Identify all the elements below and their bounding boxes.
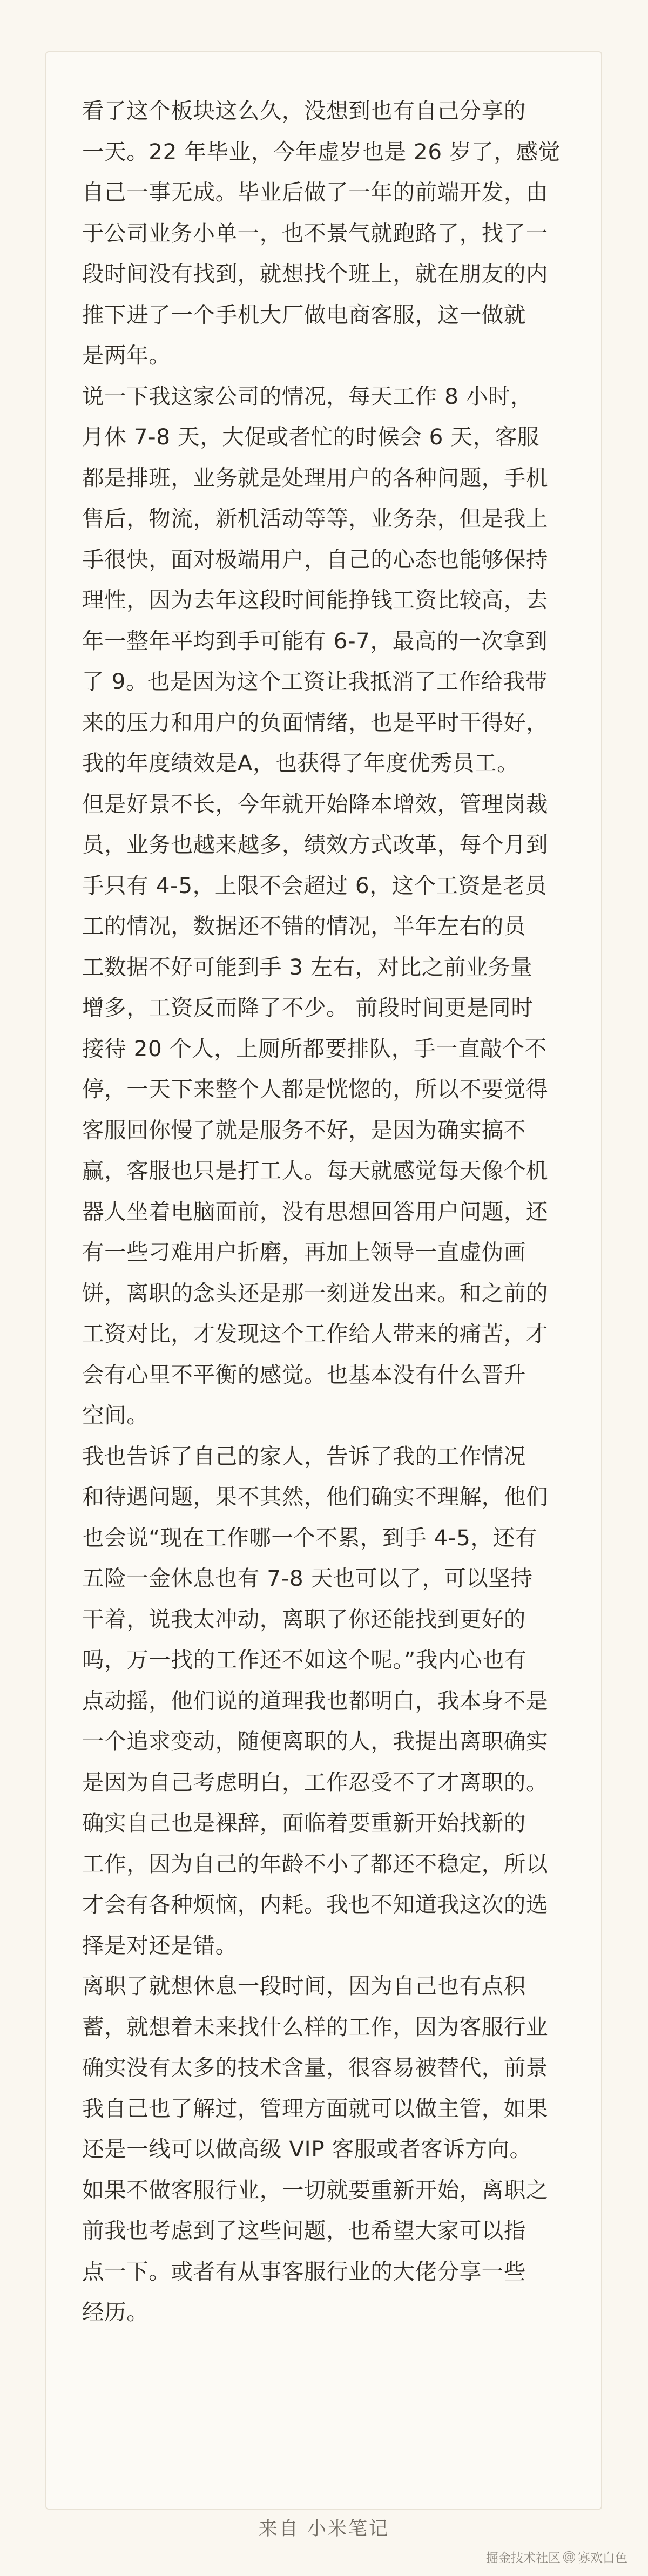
paragraph: 说一下我这家公司的情况，每天工作 8 小时， 月休 7-8 天，大促或者忙的时候会 6 天，客服 都是排班，业务就是处理用户的各种问题，手机 售后，物流，新机活动等等，业务杂，但是我上 手很快，面对极端用户，自己的心态也能够保持 理性，因为去年这段时间能挣钱工资比较高，去 年一整年平均到手可能有 6-7，最高的一次拿到 了 9。也是因为这个工资让我抵消了工作给我带 来的压力和用户的负面情绪，也是平时干得好， 我的年度绩效是A，也获得了年度优秀员工。 [82, 383, 549, 776]
watermark-author: 寡欢白色 [578, 2551, 627, 2565]
paragraph: 离职了就想休息一段时间，因为自己也有点积 蓄，就想着未来找什么样的工作，因为客服行业 确实没有太多的技术含量，很容易被替代，前景 我自己也了解过，管理方面就可以做主管，如果 还是一线可以做高级 VIP 客服或者客诉方向。 如果不做客服行业，一切就要重新开始，离职之 前我也考虑到了这些问题，也希望大家可以指 点一下。或者有从事客服行业的大佬分享一些 经历。 [82, 1973, 549, 2325]
paragraph: 我也告诉了自己的家人，告诉了我的工作情况 和待遇问题，果不其然，他们确实不理解，他们 也会说“现在工作哪一个不累，到手 4-5，还有 五险一金休息也有 7-8 天也可以了，可以坚持 干着，说我太冲动，离职了你还能找到更好的 吗，万一找的工作还不如这个呢。”我内心也有 点动摇，他们说的道理我也都明白，我本身不是 一个追求变动，随便离职的人，我提出离职确实 是因为自己考虑明白，工作忍受不了才离职的。 确实自己也是裸辞，面临着要重新开始找新的 工作，因为自己的年龄不小了都还不稳定，所以 才会有各种烦恼，内耗。我也不知道我这次的选 择是对还是错。 [82, 1443, 549, 1958]
note-body [82, 91, 566, 2333]
watermark [486, 2548, 627, 2566]
watermark-site: 掘金技术社区 [486, 2551, 561, 2565]
at-icon: @ [564, 2551, 574, 2563]
paragraph: 看了这个板块这么久，没想到也有自己分享的 一天。22 年毕业，今年虚岁也是 26 岁了，感觉 自己一事无成。毕业后做了一年的前端开发，由 于公司业务小单一，也不景气就跑路了，找了一 段时间没有找到，就想找个班上，就在朋友的内 推下进了一个手机大厂做电商客服，这一做就 是两年。 [82, 98, 561, 368]
note-source: 来自 小米笔记 [258, 2518, 390, 2540]
paragraph: 但是好景不长，今年就开始降本增效，管理岗裁 员，业务也越来越多，绩效方式改革，每个月到 手只有 4-5，上限不会超过 6，这个工资是老员 工的情况，数据还不错的情况，半年左右的员 工数据不好可能到手 3 左右，对比之前业务量 增多，工资反而降了不少。 前段时间更是同时 接待 20 个人，上厕所都要排队，手一直敲个不 停，一天下来整个人都是恍惚的，所以不要觉得 客服回你慢了就是服务不好，是因为确实搞不 赢，客服也只是打工人。每天就感觉每天像个机 器人坐着电脑面前，没有思想回答用户问题，还 有一些刁难用户折磨，再加上领导一直虚伪画 饼，离职的念头还是那一刻迸发出来。和之前的 工资对比，才发现这个工作给人带来的痛苦，才 会有心里不平衡的感觉。也基本没有什么晋升 空间。 [82, 790, 549, 1428]
